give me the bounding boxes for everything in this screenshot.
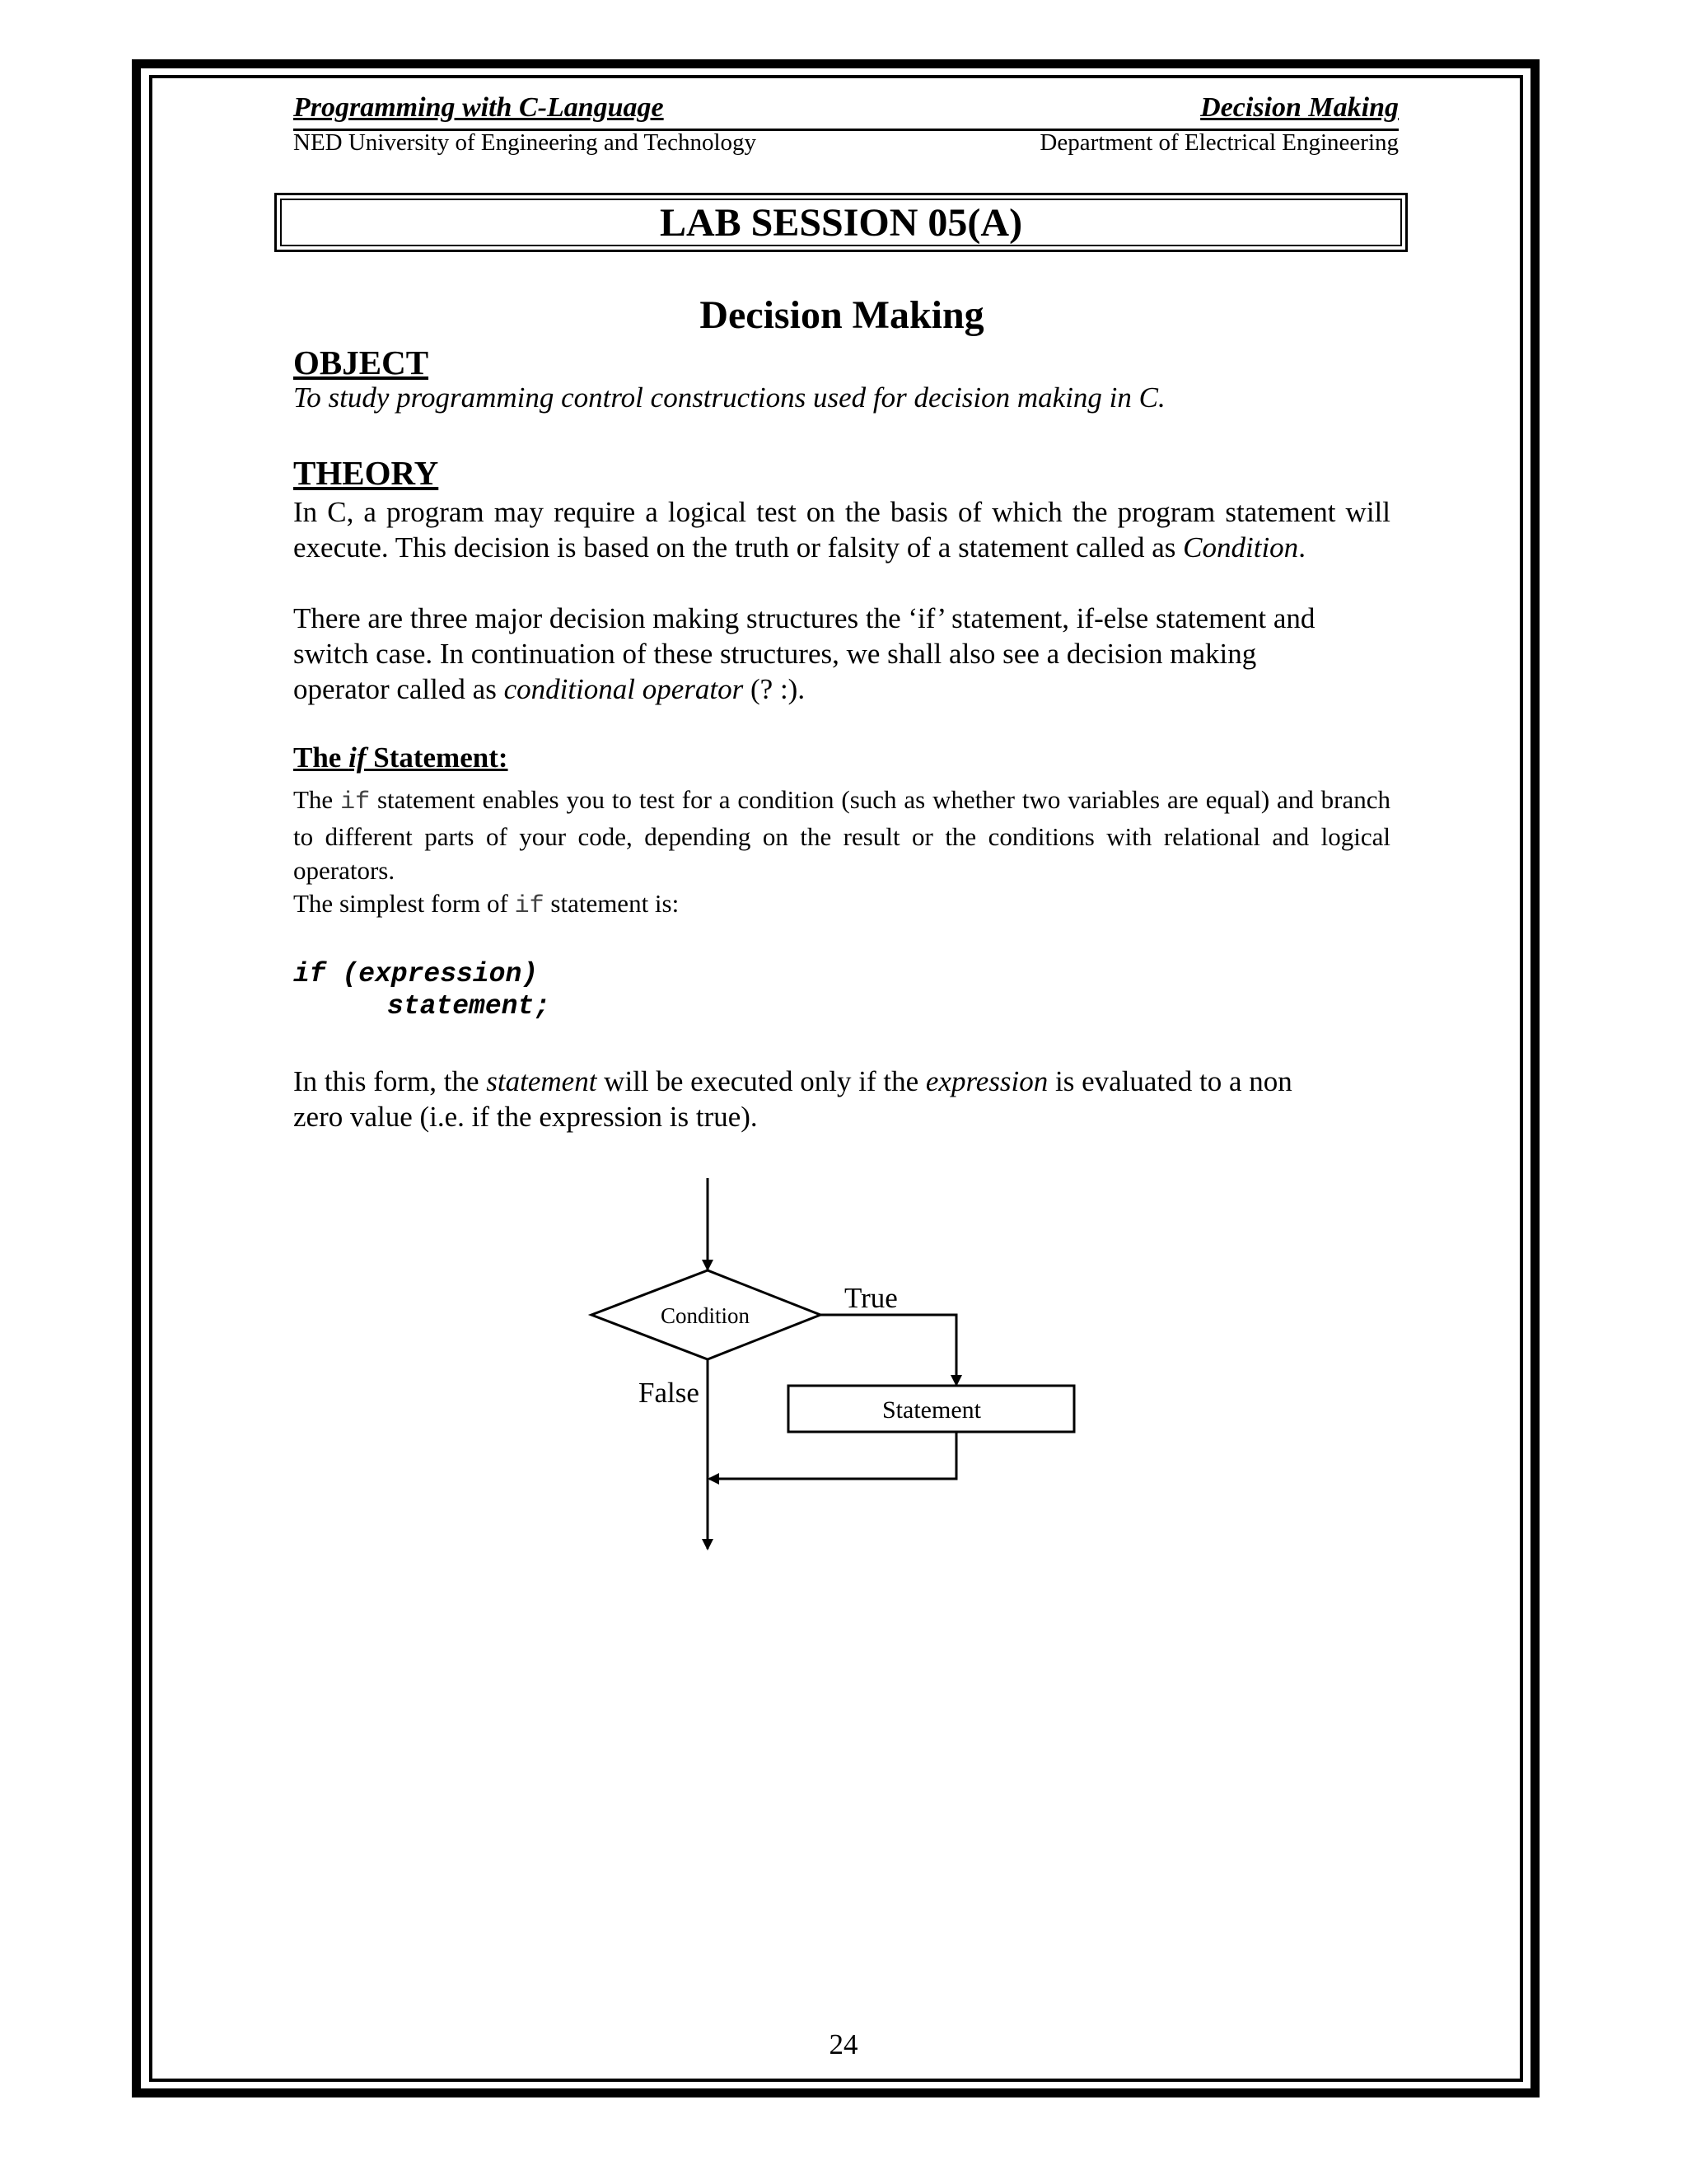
header-university: NED University of Engineering and Technology: [293, 129, 757, 156]
code-line-1: if (expression): [293, 959, 539, 989]
theory-p1-text: In C, a program may require a logical test on the basis of which the program statement will execute. This decision is based on the truth or falsity of a statement called as: [293, 496, 1390, 564]
false-label: False: [638, 1377, 699, 1409]
if-p3-mid: will be executed only if the: [596, 1065, 926, 1097]
page-number: 24: [829, 2028, 858, 2060]
true-branch-arrow: [820, 1315, 956, 1385]
if-p3-em-statement: statement: [486, 1065, 597, 1097]
theory-p2-line3-text: operator called as: [293, 673, 504, 705]
theory-p2-line2: switch case. In continuation of these structures, we shall also see a decision making: [293, 638, 1257, 670]
if-p1-pre: The: [293, 785, 341, 814]
true-label: True: [844, 1282, 898, 1314]
if-p1-post: statement enables you to test for a condition (such as whether two variables are equal) and branch to different parts of your code, depending on the result or the conditions with relational and logical operators.: [293, 785, 1390, 885]
if-p1-code: if: [340, 788, 371, 816]
if-p3-pre: In this form, the: [293, 1065, 487, 1097]
object-text: To study programming control constructions used for decision making in C.: [293, 381, 1166, 414]
session-label: LAB SESSION 05(A): [280, 199, 1402, 246]
if-p2-code: if: [514, 892, 544, 920]
page-title: Decision Making: [699, 293, 984, 337]
theory-p1-end: .: [1298, 531, 1306, 564]
theory-p2-line3-end: (? :).: [743, 673, 806, 705]
object-heading: OBJECT: [293, 344, 429, 381]
theory-p1-emphasis: Condition: [1183, 531, 1299, 564]
if-p2-post: statement is:: [544, 889, 680, 918]
header-course: Programming with C-Language: [293, 92, 664, 123]
if-p3-em-expression: expression: [925, 1065, 1049, 1097]
header-department: Department of Electrical Engineering: [1040, 129, 1399, 156]
if-heading-pre: The: [293, 741, 349, 774]
condition-label: Condition: [660, 1303, 750, 1328]
statement-label: Statement: [882, 1396, 981, 1424]
if-p3-line2: zero value (i.e. if the expression is true).: [293, 1101, 758, 1133]
if-p2-pre: The simplest form of: [293, 889, 515, 918]
if-heading-post: Statement:: [366, 741, 508, 774]
theory-p2-emphasis: conditional operator: [503, 673, 744, 705]
if-p3-post: is evaluated to a non: [1048, 1065, 1292, 1097]
header-chapter: Decision Making: [1200, 92, 1399, 123]
theory-heading: THEORY: [293, 454, 439, 492]
if-heading-keyword: if: [348, 741, 367, 774]
code-line-2: statement;: [387, 991, 551, 1022]
merge-arrow: [709, 1432, 956, 1479]
theory-p2-line1: There are three major decision making structures the ‘if’ statement, if-else statement and: [293, 602, 1315, 634]
